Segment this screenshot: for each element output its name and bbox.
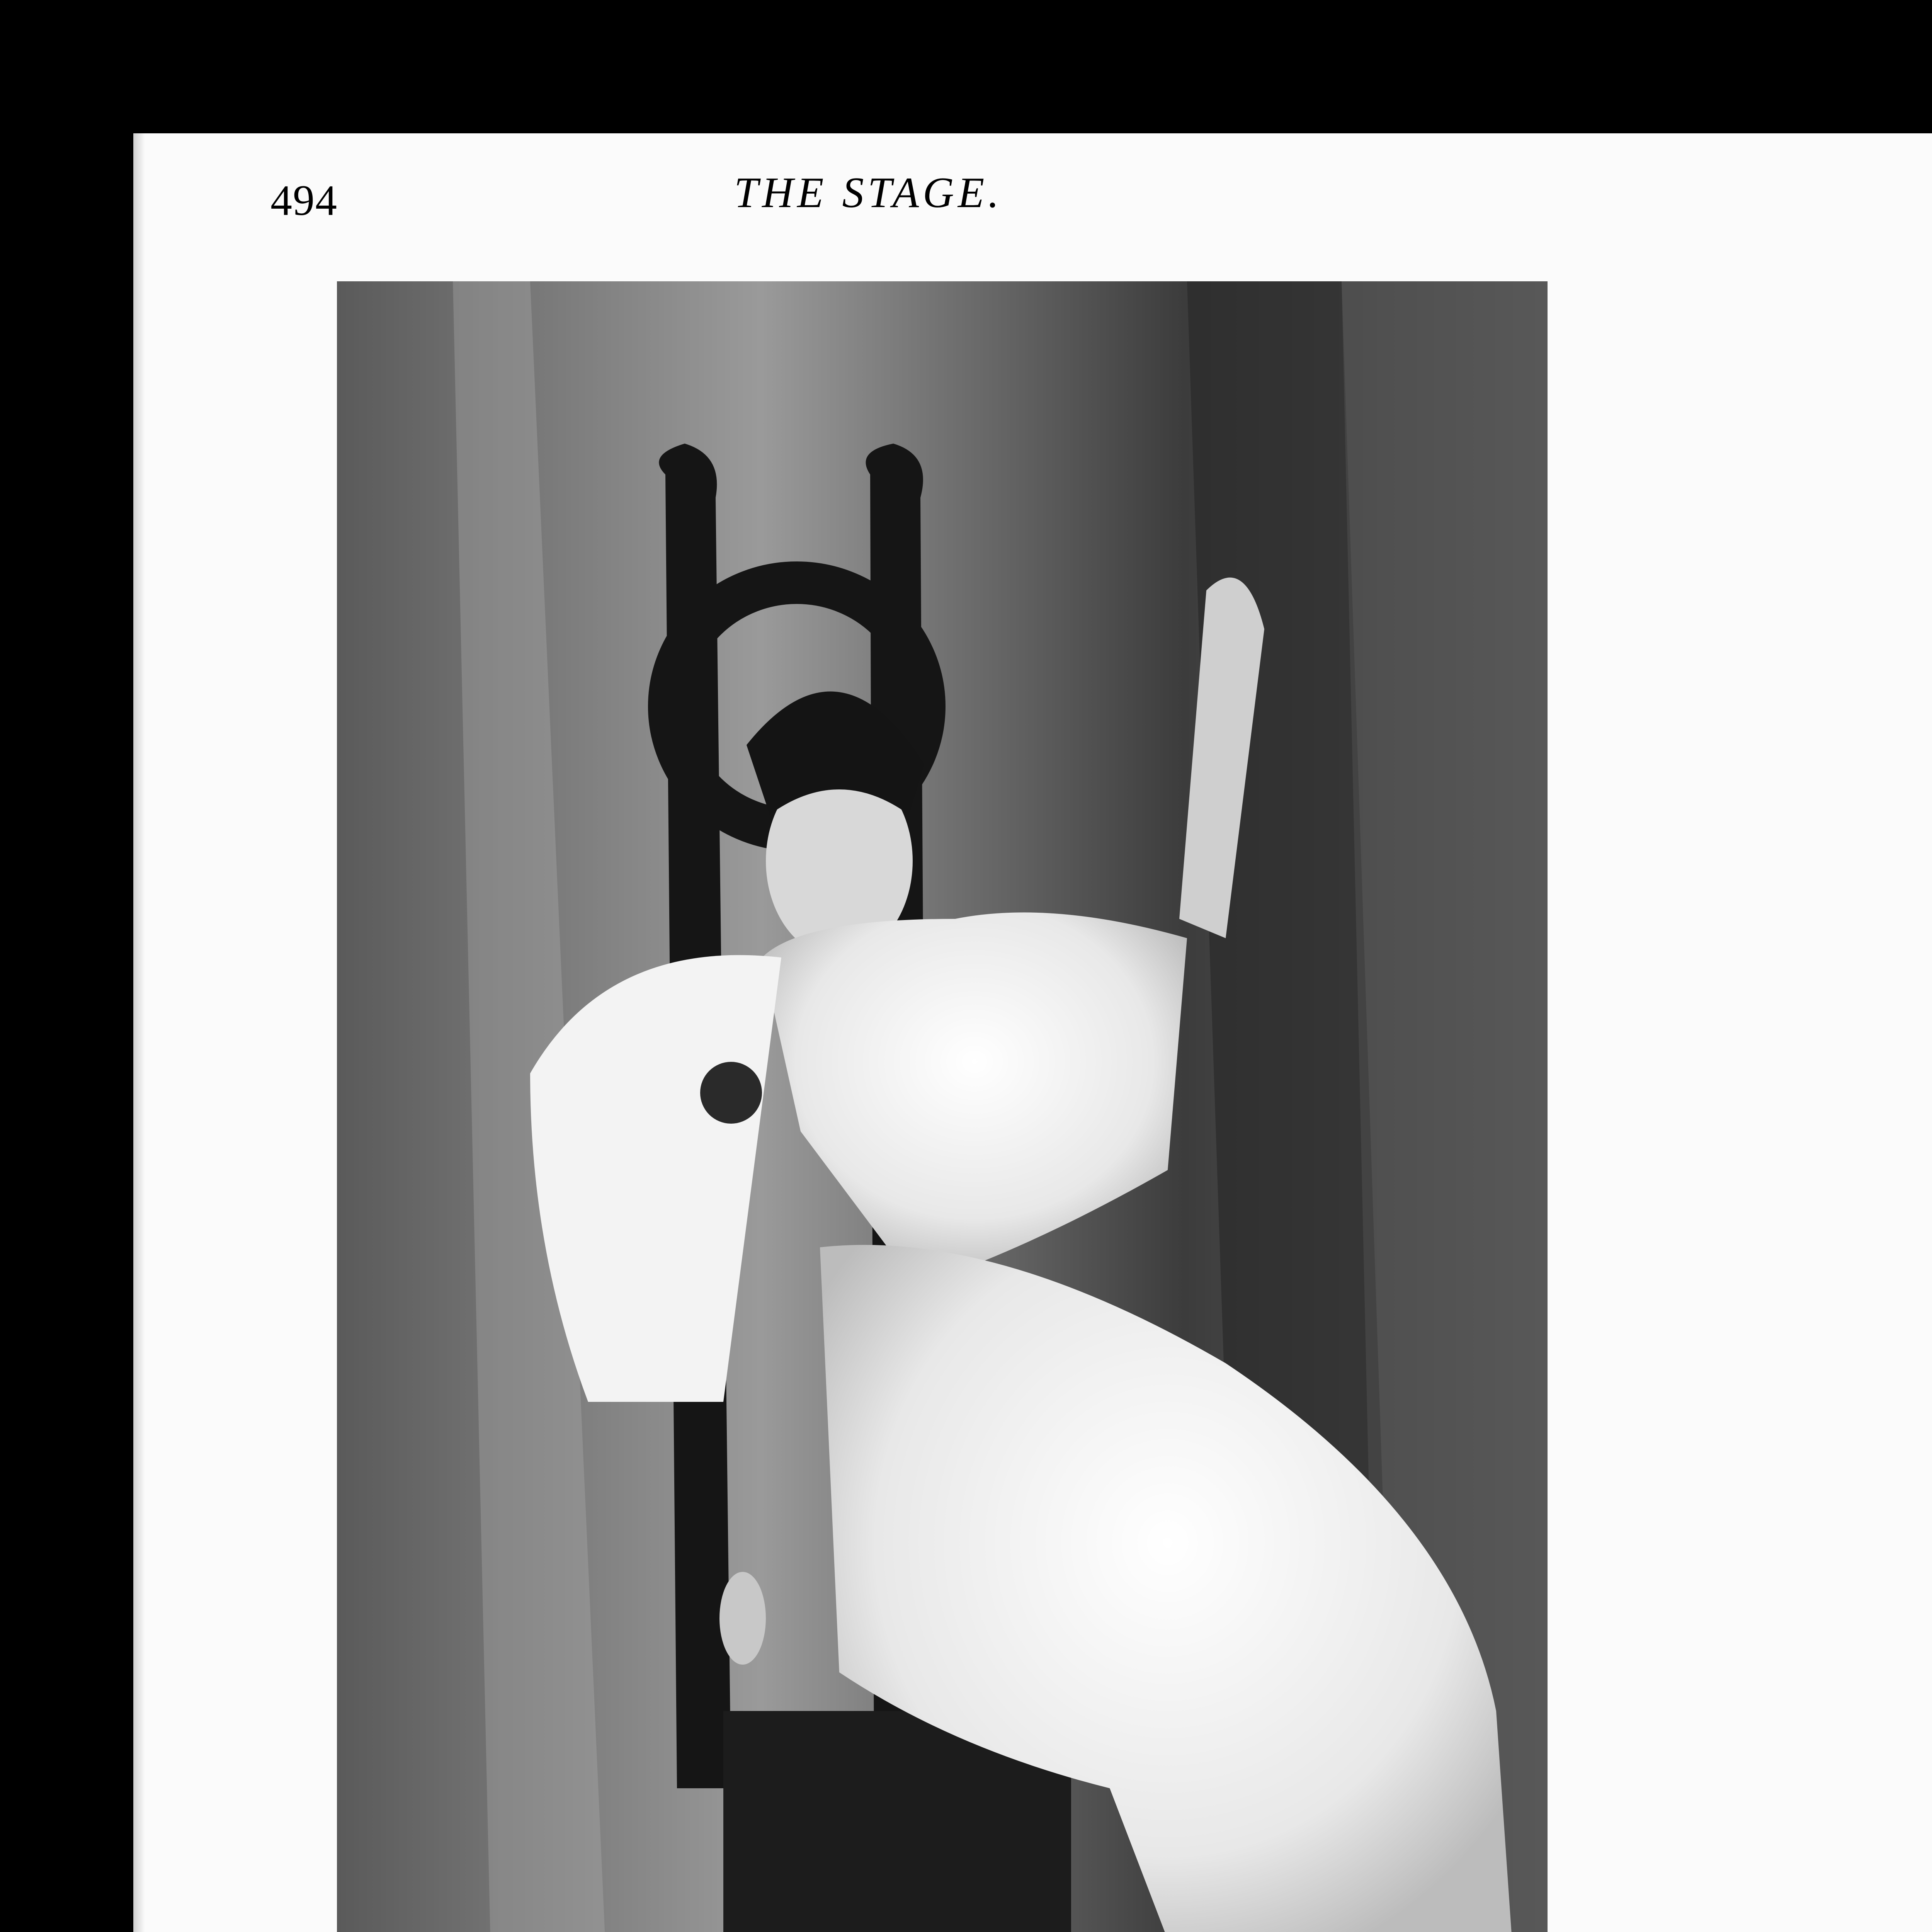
running-head: THE STAGE. bbox=[734, 169, 1003, 217]
portrait-photograph-illustration bbox=[337, 281, 1548, 1932]
page-edge-shadow bbox=[133, 133, 145, 1932]
portrait-photograph bbox=[337, 281, 1548, 1932]
page-number: 494 bbox=[270, 177, 338, 224]
